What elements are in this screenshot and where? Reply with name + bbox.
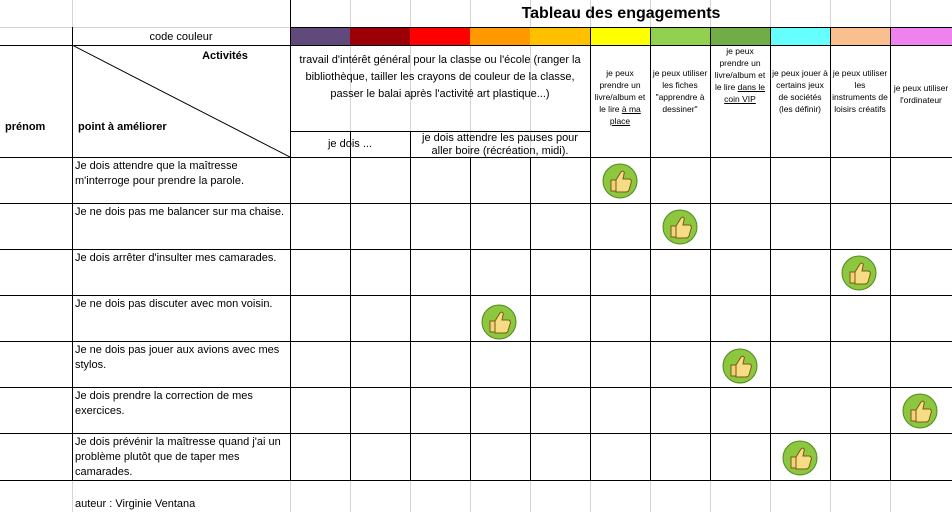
activites-label: Activités [202, 50, 248, 62]
prenom-label: prénom [5, 121, 46, 133]
color-swatch [590, 27, 650, 45]
col1-text: je peux [606, 68, 634, 78]
point-label: point à améliorer [78, 121, 167, 133]
col3-text: prendre un [719, 58, 761, 68]
thumbs-up-icon [602, 163, 638, 199]
color-swatch [830, 27, 890, 45]
color-swatch [470, 27, 530, 45]
thumbs-up-icon [782, 440, 818, 476]
thumbs-up-icon [662, 209, 698, 245]
row-text: Je ne dois pas jouer aux avions avec mes stylos. [75, 344, 280, 371]
thumbs-up-icon [481, 304, 517, 340]
color-swatch [650, 27, 710, 45]
activity-col-fiches: je peux utiliser les fiches "apprendre à dessiner" [652, 68, 708, 114]
row-text: Je dois prévénir la maîtresse quand j'ai un problème plutôt que de taper mes camarades. [75, 436, 281, 478]
thumbs-up-icon [722, 348, 758, 384]
row-text: Je dois attendre que la maîtresse m'interroge pour prendre la parole. [75, 160, 245, 187]
travail-header: travail d'intérêt général pour la classe ou l'école (ranger la bibliothèque, tailler les crayons de couleur de la classe, passer le balai après l'activité art plastique...) [299, 54, 581, 100]
color-swatch [410, 27, 470, 45]
color-swatch [530, 27, 590, 45]
row-text: Je ne dois pas me balancer sur ma chaise. [75, 206, 285, 218]
activity-col-ordinateur: je peux utiliser l'ordinateur [893, 83, 949, 105]
activity-col-loisirs: je peux utiliser les instruments de loisirs créatifs [832, 68, 888, 114]
page-title: Tableau des engagements [521, 5, 721, 22]
col1-text: prendre un [599, 80, 641, 90]
author-label: auteur : Virginie Ventana [75, 498, 196, 510]
activity-col-livre-place [591, 67, 649, 127]
row-text: Je dois arrêter d'insulter mes camarades. [75, 252, 277, 264]
code-couleur-label: code couleur [149, 31, 213, 43]
color-swatch [350, 27, 410, 45]
activity-col-livre-vip [711, 45, 769, 105]
col1-text: livre/album et [594, 92, 646, 102]
color-swatch [770, 27, 830, 45]
col3-text: le lire [714, 82, 738, 92]
col1-text: le lire [599, 104, 622, 114]
color-swatch [290, 27, 350, 45]
attendre-header: je dois attendre les pauses pour aller boire (récréation, midi). [422, 132, 578, 157]
thumbs-up-icon [841, 255, 877, 291]
thumbs-up-icon [902, 393, 938, 429]
row-text: Je ne dois pas discuter avec mon voisin. [75, 298, 273, 310]
col3-text: je peux [726, 46, 754, 56]
activity-col-jeux: je peux jouer à certains jeux de sociétés (les définir) [772, 68, 828, 114]
je-dois-header: je dois ... [327, 138, 373, 150]
col1-underlined: à ma place [609, 104, 641, 126]
color-swatch [890, 27, 952, 45]
row-text: Je dois prendre la correction de mes exercices. [75, 390, 253, 417]
col3-text: livre/album et [714, 70, 766, 80]
col3-underlined: dans le coin VIP [724, 82, 766, 104]
color-swatch [710, 27, 770, 45]
